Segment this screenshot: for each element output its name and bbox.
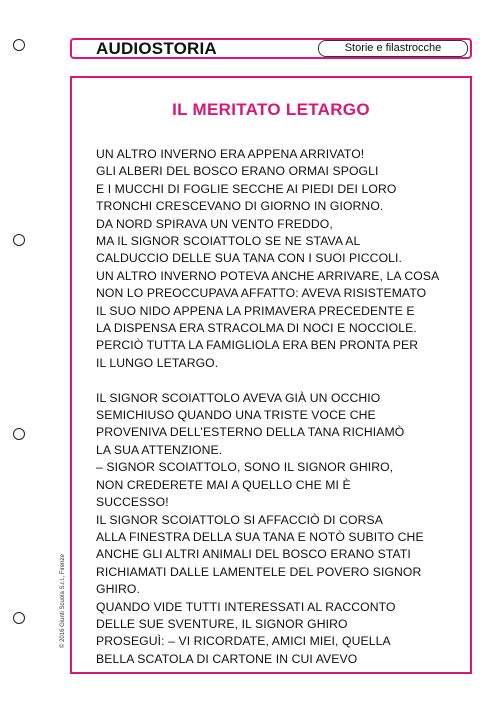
story-title: IL MERITATO LETARGO bbox=[172, 100, 370, 119]
story-line: PERCIÒ TUTTA LA FAMIGLIOLA ERA BEN PRONTA PER bbox=[96, 338, 419, 353]
story-line: UN ALTRO INVERNO ERA APPENA ARRIVATO! bbox=[96, 147, 365, 161]
story-line: SEMICHIUSO QUANDO UNA TRISTE VOCE CHE bbox=[96, 408, 376, 423]
header-title: AUDIOSTORIA bbox=[96, 39, 217, 58]
story-line: RICHIAMATI DALLE LAMENTELE DEL POVERO SIGNOR bbox=[96, 564, 422, 579]
story-line: GLI ALBERI DEL BOSCO ERANO ORMAI SPOGLI bbox=[96, 164, 379, 179]
story-line: QUANDO VIDE TUTTI INTERESSATI AL RACCONTO bbox=[96, 599, 396, 614]
paragraph-gap bbox=[96, 372, 456, 389]
story-line: GHIRO. bbox=[96, 582, 140, 597]
story-line: – SIGNOR SCOIATTOLO, SONO IL SIGNOR GHIRO, bbox=[96, 460, 394, 475]
copyright-note: © 2016 Giunti Scuola S.r.l., Firenze bbox=[60, 554, 66, 648]
story-line: LA SUA ATTENZIONE. bbox=[96, 442, 223, 457]
story-line: NON CREDERETE MAI A QUELLO CHE MI È bbox=[96, 477, 351, 492]
story-line: TRONCHI CRESCEVANO DI GIORNO IN GIORNO. bbox=[96, 199, 384, 214]
story-line: NON LO PREOCCUPAVA AFFATTO: AVEVA RISISTEMATO bbox=[96, 286, 427, 301]
header-tag: Storie e filastrocche bbox=[318, 40, 468, 57]
story-line: IL SUO NIDO APPENA LA PRIMAVERA PRECEDENTE E bbox=[96, 303, 415, 318]
story-line: DELLE SUE SVENTURE, IL SIGNOR GHIRO bbox=[96, 616, 348, 631]
story-line: ALLA FINESTRA DELLA SUA TANA E NOTÒ SUBITO CHE bbox=[96, 529, 424, 544]
story-line: IL LUNGO LETARGO. bbox=[96, 355, 219, 370]
story-line: PROVENIVA DELL’ESTERNO DELLA TANA RICHIAMÒ bbox=[96, 425, 405, 440]
story-line: CALDUCCIO DELLE SUA TANA CON I SUOI PICCOLI. bbox=[96, 251, 403, 266]
binder-hole-1 bbox=[13, 39, 25, 51]
story-line: IL SIGNOR SCOIATTOLO AVEVA GIÀ UN OCCHIO bbox=[96, 390, 381, 405]
story-line: BELLA SCATOLA DI CARTONE IN CUI AVEVO bbox=[96, 651, 358, 666]
story-line: SUCCESSO! bbox=[96, 495, 169, 510]
story-line: LA DISPENSA ERA STRACOLMA DI NOCI E NOCCIOLE. bbox=[96, 321, 417, 336]
binder-hole-3 bbox=[13, 428, 25, 440]
story-line: DA NORD SPIRAVA UN VENTO FREDDO, bbox=[96, 216, 333, 231]
story-line: IL SIGNOR SCOIATTOLO SI AFFACCIÒ DI CORSA bbox=[96, 512, 383, 527]
story-line: ANCHE GLI ALTRI ANIMALI DEL BOSCO ERANO STATI bbox=[96, 547, 411, 562]
story-line: E I MUCCHI DI FOGLIE SECCHE AI PIEDI DEI LORO bbox=[96, 181, 397, 196]
story-line: PROSEGUÌ: – VI RICORDATE, AMICI MIEI, QUELLA bbox=[96, 634, 391, 649]
binder-hole-4 bbox=[13, 612, 25, 624]
story-line: UN ALTRO INVERNO POTEVA ANCHE ARRIVARE, LA COSA bbox=[96, 268, 440, 283]
binder-hole-2 bbox=[13, 234, 25, 246]
story-body bbox=[96, 146, 456, 668]
story-line: MA IL SIGNOR SCOIATTOLO SE NE STAVA AL bbox=[96, 234, 361, 249]
